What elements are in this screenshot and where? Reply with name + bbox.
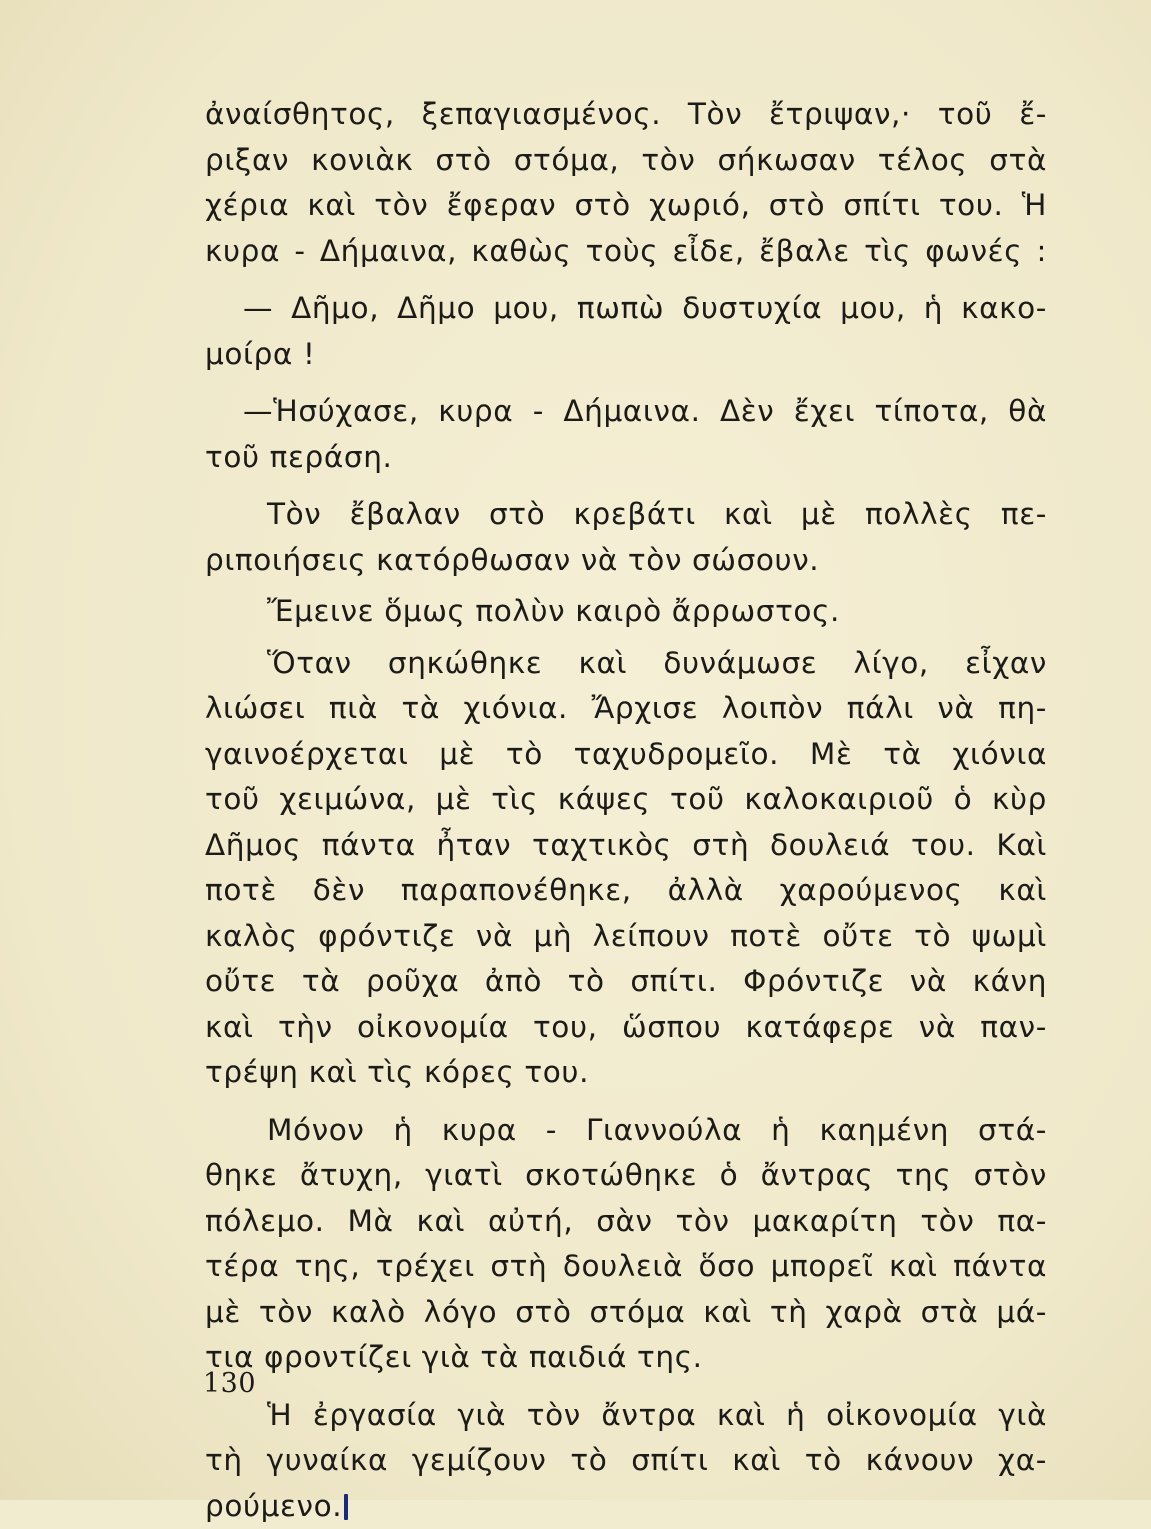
text-line: θηκε ἄτυχη, γιατὶ σκοτώθηκε ὁ ἄντρας της στὸν [205,1153,1047,1199]
text-line: τὴ γυναίκα γεμίζουν τὸ σπίτι καὶ τὸ κάνουν χα- [205,1438,1047,1484]
text-line: ριποιήσεις κατόρθωσαν νὰ τὸν σώσουν. [205,538,1047,584]
text-line: καὶ τὴν οἰκονομία του, ὥσπου κατάφερε νὰ παν- [205,1005,1047,1051]
paragraph-start: Ὅταν σηκώθηκε καὶ δυνάμωσε λίγο, εἶχαν [205,641,1047,687]
ink-mark-icon [344,1494,348,1520]
text-line: καλὸς φρόντιζε νὰ μὴ λείπουν ποτὲ οὔτε τὸ ψωμὶ [205,914,1047,960]
text-line: γαινοέρχεται μὲ τὸ ταχυδρομεῖο. Μὲ τὰ χιόνια [205,732,1047,778]
paragraph-start: Τὸν ἔβαλαν στὸ κρεβάτι καὶ μὲ πολλὲς πε- [205,492,1047,538]
dialogue-line: — Δῆμο, Δῆμο μου, πωπὼ δυστυχία μου, ἡ κακο- [205,286,1047,332]
text-line: Δῆμος πάντα ἦταν ταχτικὸς στὴ δουλειά του. Καὶ [205,823,1047,869]
text-line: οὔτε τὰ ροῦχα ἀπὸ τὸ σπίτι. Φρόντιζε νὰ κάνη [205,959,1047,1005]
paragraph-start: Μόνον ἡ κυρα - Γιαννούλα ἡ καημένη στά- [205,1108,1047,1154]
text-line: λιώσει πιὰ τὰ χιόνια. Ἄρχισε λοιπὸν πάλι νὰ πη- [205,686,1047,732]
text-line: πόλεμο. Μὰ καὶ αὐτή, σὰν τὸν μακαρίτη τὸν πα- [205,1199,1047,1245]
text-line: τια φροντίζει γιὰ τὰ παιδιά της. [205,1335,1047,1381]
paragraph-start: Ἔμεινε ὅμως πολὺν καιρὸ ἄρρωστος. [205,589,1047,635]
text-line: ποτὲ δὲν παραπονέθηκε, ἀλλὰ χαρούμενος καὶ [205,868,1047,914]
text-line: κυρα - Δήμαινα, καθὼς τοὺς εἶδε, ἔβαλε τὶς φωνές : [205,229,1047,275]
dialogue-line: —Ἡσύχασε, κυρα - Δήμαινα. Δὲν ἔχει τίποτα, θὰ [205,389,1047,435]
text-line: μοίρα ! [205,332,1047,378]
text-line: ριξαν κονιὰκ στὸ στόμα, τὸν σήκωσαν τέλος στὰ [205,138,1047,184]
text-line-final [205,1484,1047,1529]
page-number: 130 [203,1368,256,1399]
text-line: ἀναίσθητος, ξεπαγιασμένος. Τὸν ἔτριψαν,· τοῦ ἔ- [205,92,1047,138]
final-text: ρούμενο. [205,1489,342,1523]
body-text [205,92,1047,1529]
text-line: χέρια καὶ τὸν ἔφεραν στὸ χωριό, στὸ σπίτι του. Ἡ [205,183,1047,229]
text-line: μὲ τὸν καλὸ λόγο στὸ στόμα καὶ τὴ χαρὰ στὰ μά- [205,1290,1047,1336]
text-line: τρέψη καὶ τὶς κόρες του. [205,1050,1047,1096]
text-line: τέρα της, τρέχει στὴ δουλειὰ ὅσο μπορεῖ καὶ πάντα [205,1244,1047,1290]
text-line: τοῦ χειμώνα, μὲ τὶς κάψες τοῦ καλοκαιριοῦ ὁ κὺρ [205,777,1047,823]
paragraph-start: Ἡ ἐργασία γιὰ τὸν ἄντρα καὶ ἡ οἰκονομία γιὰ [205,1393,1047,1439]
text-line: τοῦ περάση. [205,435,1047,481]
